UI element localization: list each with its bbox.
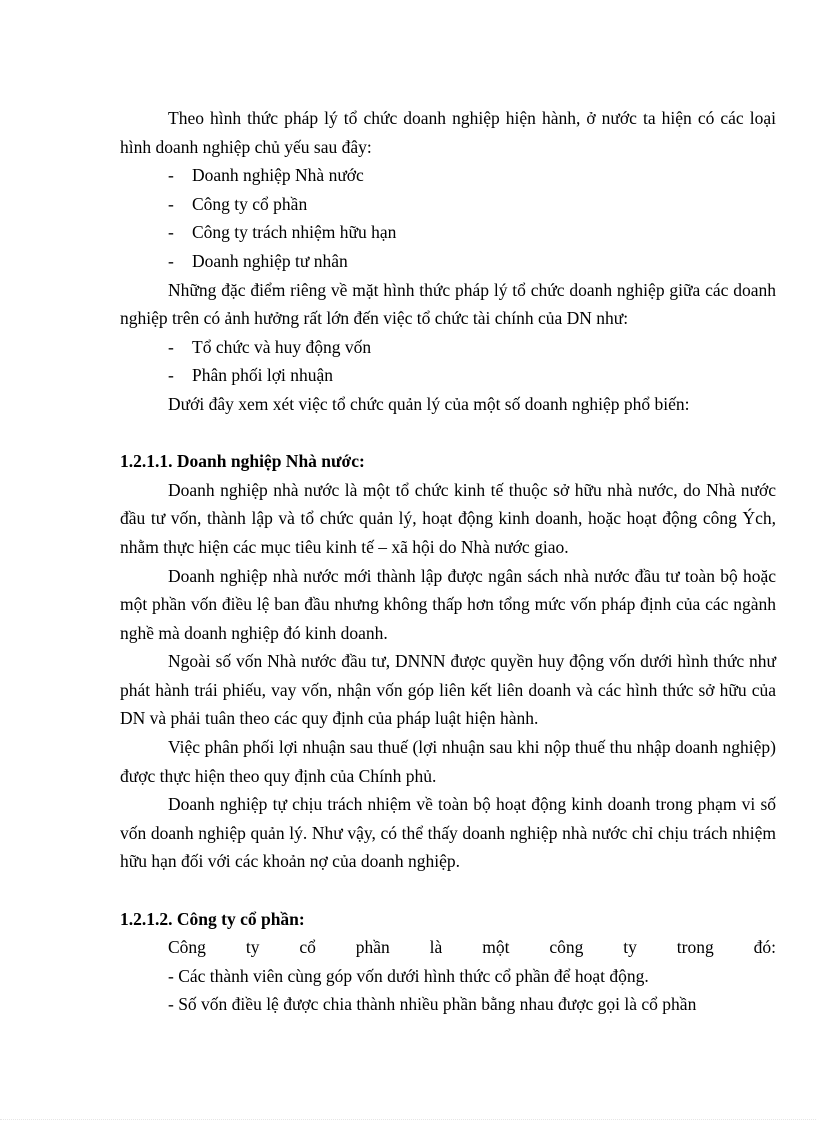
section1-paragraph: Doanh nghiệp tự chịu trách nhiệm về toàn bộ hoạt động kinh doanh trong phạm vi số vốn doanh nghiệp quản lý. Như vậy, có thể thấy doanh nghiệp nhà nước chỉ chịu trách nhiệm hữu hạn đối với các khoản nợ của doanh nghiệp. xyxy=(120,794,776,872)
section2-lead: Công ty cổ phần là một công ty trong đó: xyxy=(168,937,776,958)
list-item xyxy=(120,161,776,190)
list-item xyxy=(120,190,776,219)
section1-paragraph: Ngoài số vốn Nhà nước đầu tư, DNNN được quyền huy động vốn dưới hình thức như phát hành trái phiếu, vay vốn, nhận vốn góp liên kết liên doanh và các hình thức sở hữu của DN và phải tuân theo các quy định của pháp luật hiện hành. xyxy=(120,651,776,729)
blank-line xyxy=(120,876,776,905)
dash-marker: - xyxy=(168,336,174,357)
list-item xyxy=(120,333,776,362)
list-item-text: Công ty trách nhiệm hữu hạn xyxy=(192,222,397,243)
section-heading-joint-stock-company: 1.2.1.2. Công ty cổ phần: xyxy=(120,908,305,929)
list-item xyxy=(120,247,776,276)
intro-paragraph-3: Dưới đây xem xét việc tổ chức quản lý của một số doanh nghiệp phổ biến: xyxy=(168,393,690,414)
section2-item: - Số vốn điều lệ được chia thành nhiều phần bằng nhau được gọi là cổ phần xyxy=(168,994,697,1015)
list-item xyxy=(120,218,776,247)
dash-marker: - xyxy=(168,193,174,214)
list-item-text: Doanh nghiệp tư nhân xyxy=(192,250,348,271)
list-item-text: Doanh nghiệp Nhà nước xyxy=(192,165,364,186)
dash-marker: - xyxy=(168,250,174,271)
enterprise-type-list xyxy=(120,161,776,275)
document-page xyxy=(120,104,776,1019)
list-item-text: Phân phối lợi nhuận xyxy=(192,365,333,386)
aspect-list xyxy=(120,333,776,390)
section2-item: - Các thành viên cùng góp vốn dưới hình thức cổ phần để hoạt động. xyxy=(168,965,649,986)
dash-marker: - xyxy=(168,165,174,186)
list-item xyxy=(120,361,776,390)
intro-paragraph: Theo hình thức pháp lý tổ chức doanh nghiệp hiện hành, ở nước ta hiện có các loại hình doanh nghiệp chủ yếu sau đây: xyxy=(120,108,776,157)
list-item-text: Công ty cổ phần xyxy=(192,193,308,214)
page-bottom-rule xyxy=(0,1119,816,1123)
section1-paragraph: Doanh nghiệp nhà nước là một tổ chức kinh tế thuộc sở hữu nhà nước, do Nhà nước đầu tư vốn, thành lập và tổ chức quản lý, hoạt động kinh doanh, hoặc hoạt động công Ých, nhằm thực hiện các mục tiêu kinh tế – xã hội do Nhà nước giao. xyxy=(120,479,776,557)
section-heading-state-enterprise: 1.2.1.1. Doanh nghiệp Nhà nước: xyxy=(120,451,365,472)
dash-marker: - xyxy=(168,365,174,386)
blank-line xyxy=(120,419,776,448)
list-item-text: Tổ chức và huy động vốn xyxy=(192,336,372,357)
intro-paragraph-2: Những đặc điểm riêng về mặt hình thức pháp lý tổ chức doanh nghiệp giữa các doanh nghiệp trên có ảnh hưởng rất lớn đến việc tổ chức tài chính của DN như: xyxy=(120,279,776,329)
section1-paragraph: Việc phân phối lợi nhuận sau thuế (lợi nhuận sau khi nộp thuế thu nhập doanh nghiệp) được thực hiện theo quy định của Chính phủ. xyxy=(120,737,776,786)
section1-paragraph: Doanh nghiệp nhà nước mới thành lập được ngân sách nhà nước đầu tư toàn bộ hoặc một phần vốn điều lệ ban đầu nhưng không thấp hơn tổng mức vốn pháp định của các ngành nghề mà doanh nghiệp đó kinh doanh. xyxy=(120,565,776,643)
dash-marker: - xyxy=(168,222,174,243)
